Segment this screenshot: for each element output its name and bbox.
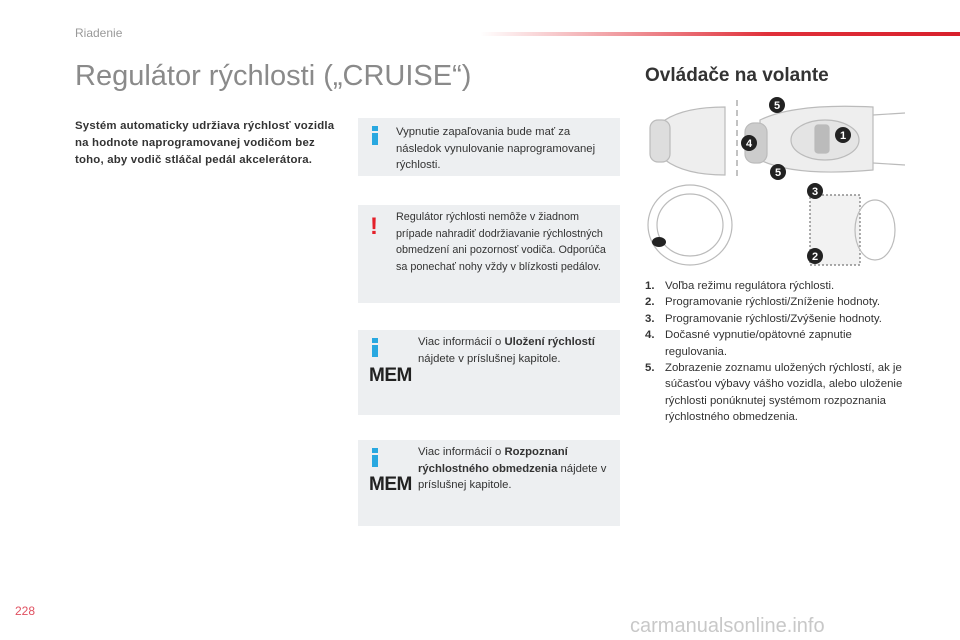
steering-controls-illustration [645, 95, 910, 270]
info-icon [372, 448, 378, 467]
list-item: 3. Programovanie rýchlosti/Zvýšenie hodnoty. [645, 312, 882, 325]
list-item: 1. Voľba režimu regulátora rýchlosti. [645, 280, 835, 292]
warning-box [358, 205, 620, 303]
label-2: 2 [811, 251, 819, 263]
list-item: 4. Dočasné vypnutie/opätovné zapnutie regulovania. [645, 329, 852, 358]
intro-text: Systém automaticky udržiava rýchlosť vozidla na hodnote naprogramovanej vodičom bez toho, aby vodič stláčal pedál akcelerátora. [75, 120, 335, 166]
info-box-speed-limit [358, 440, 620, 526]
label-1: 1 [839, 130, 847, 142]
label-3: 3 [811, 186, 819, 198]
info-icon [372, 338, 378, 357]
link-speed-memory[interactable]: Uložení rýchlostí [504, 336, 595, 348]
mem-icon: MEM [369, 365, 412, 386]
page-number: 228 [15, 604, 36, 618]
mem-info-text: Viac informácií o Uložení rýchlostí nájdete v príslušnej kapitole. [418, 336, 595, 365]
link-speed-limit-recognition[interactable]: Rozpoznaní rýchlostného obmedzenia [418, 446, 568, 475]
list-item: 2. Programovanie rýchlosti/Zníženie hodnoty. [645, 296, 881, 309]
section-header: Riadenie [75, 26, 123, 40]
page-title: Regulátor rýchlosti („CRUISE“) [75, 60, 472, 92]
warning-icon: ! [370, 213, 378, 240]
label-4: 4 [745, 138, 753, 150]
info-box-ignition [358, 118, 620, 176]
info-icon [372, 126, 378, 145]
warning-text: Regulátor rýchlosti nemôže v žiadnom prípade nahradiť dodržiavanie rýchlostných obmedzení ani pozornosť vodiča. Odporúča sa ponechať nohy vždy v blízkosti pedálov. [396, 211, 606, 273]
info-text: Vypnutie zapaľovania bude mať za následok vynulovanie naprogramovanej rýchlosti. [396, 126, 596, 171]
info-box-memory [358, 330, 620, 415]
controls-title: Ovládače na volante [645, 65, 829, 86]
label-5-bottom: 5 [774, 167, 782, 179]
label-5-top: 5 [773, 100, 781, 112]
speed-limit-info-text: Viac informácií o Rozpoznaní rýchlostného obmedzenia nájdete v príslušnej kapitole. [418, 446, 607, 491]
list-item: 5. Zobrazenie zoznamu uložených rýchlostí, ak je súčasťou výbavy vášho vozidla, alebo uloženie rýchlosti ponúknutej systémom rozpoznania rýchlostného obmedzenia. [645, 362, 903, 424]
mem-icon: MEM [369, 474, 412, 495]
header-rule [480, 32, 960, 36]
watermark: carmanualsonline.info [630, 615, 825, 637]
controls-list [645, 278, 910, 426]
